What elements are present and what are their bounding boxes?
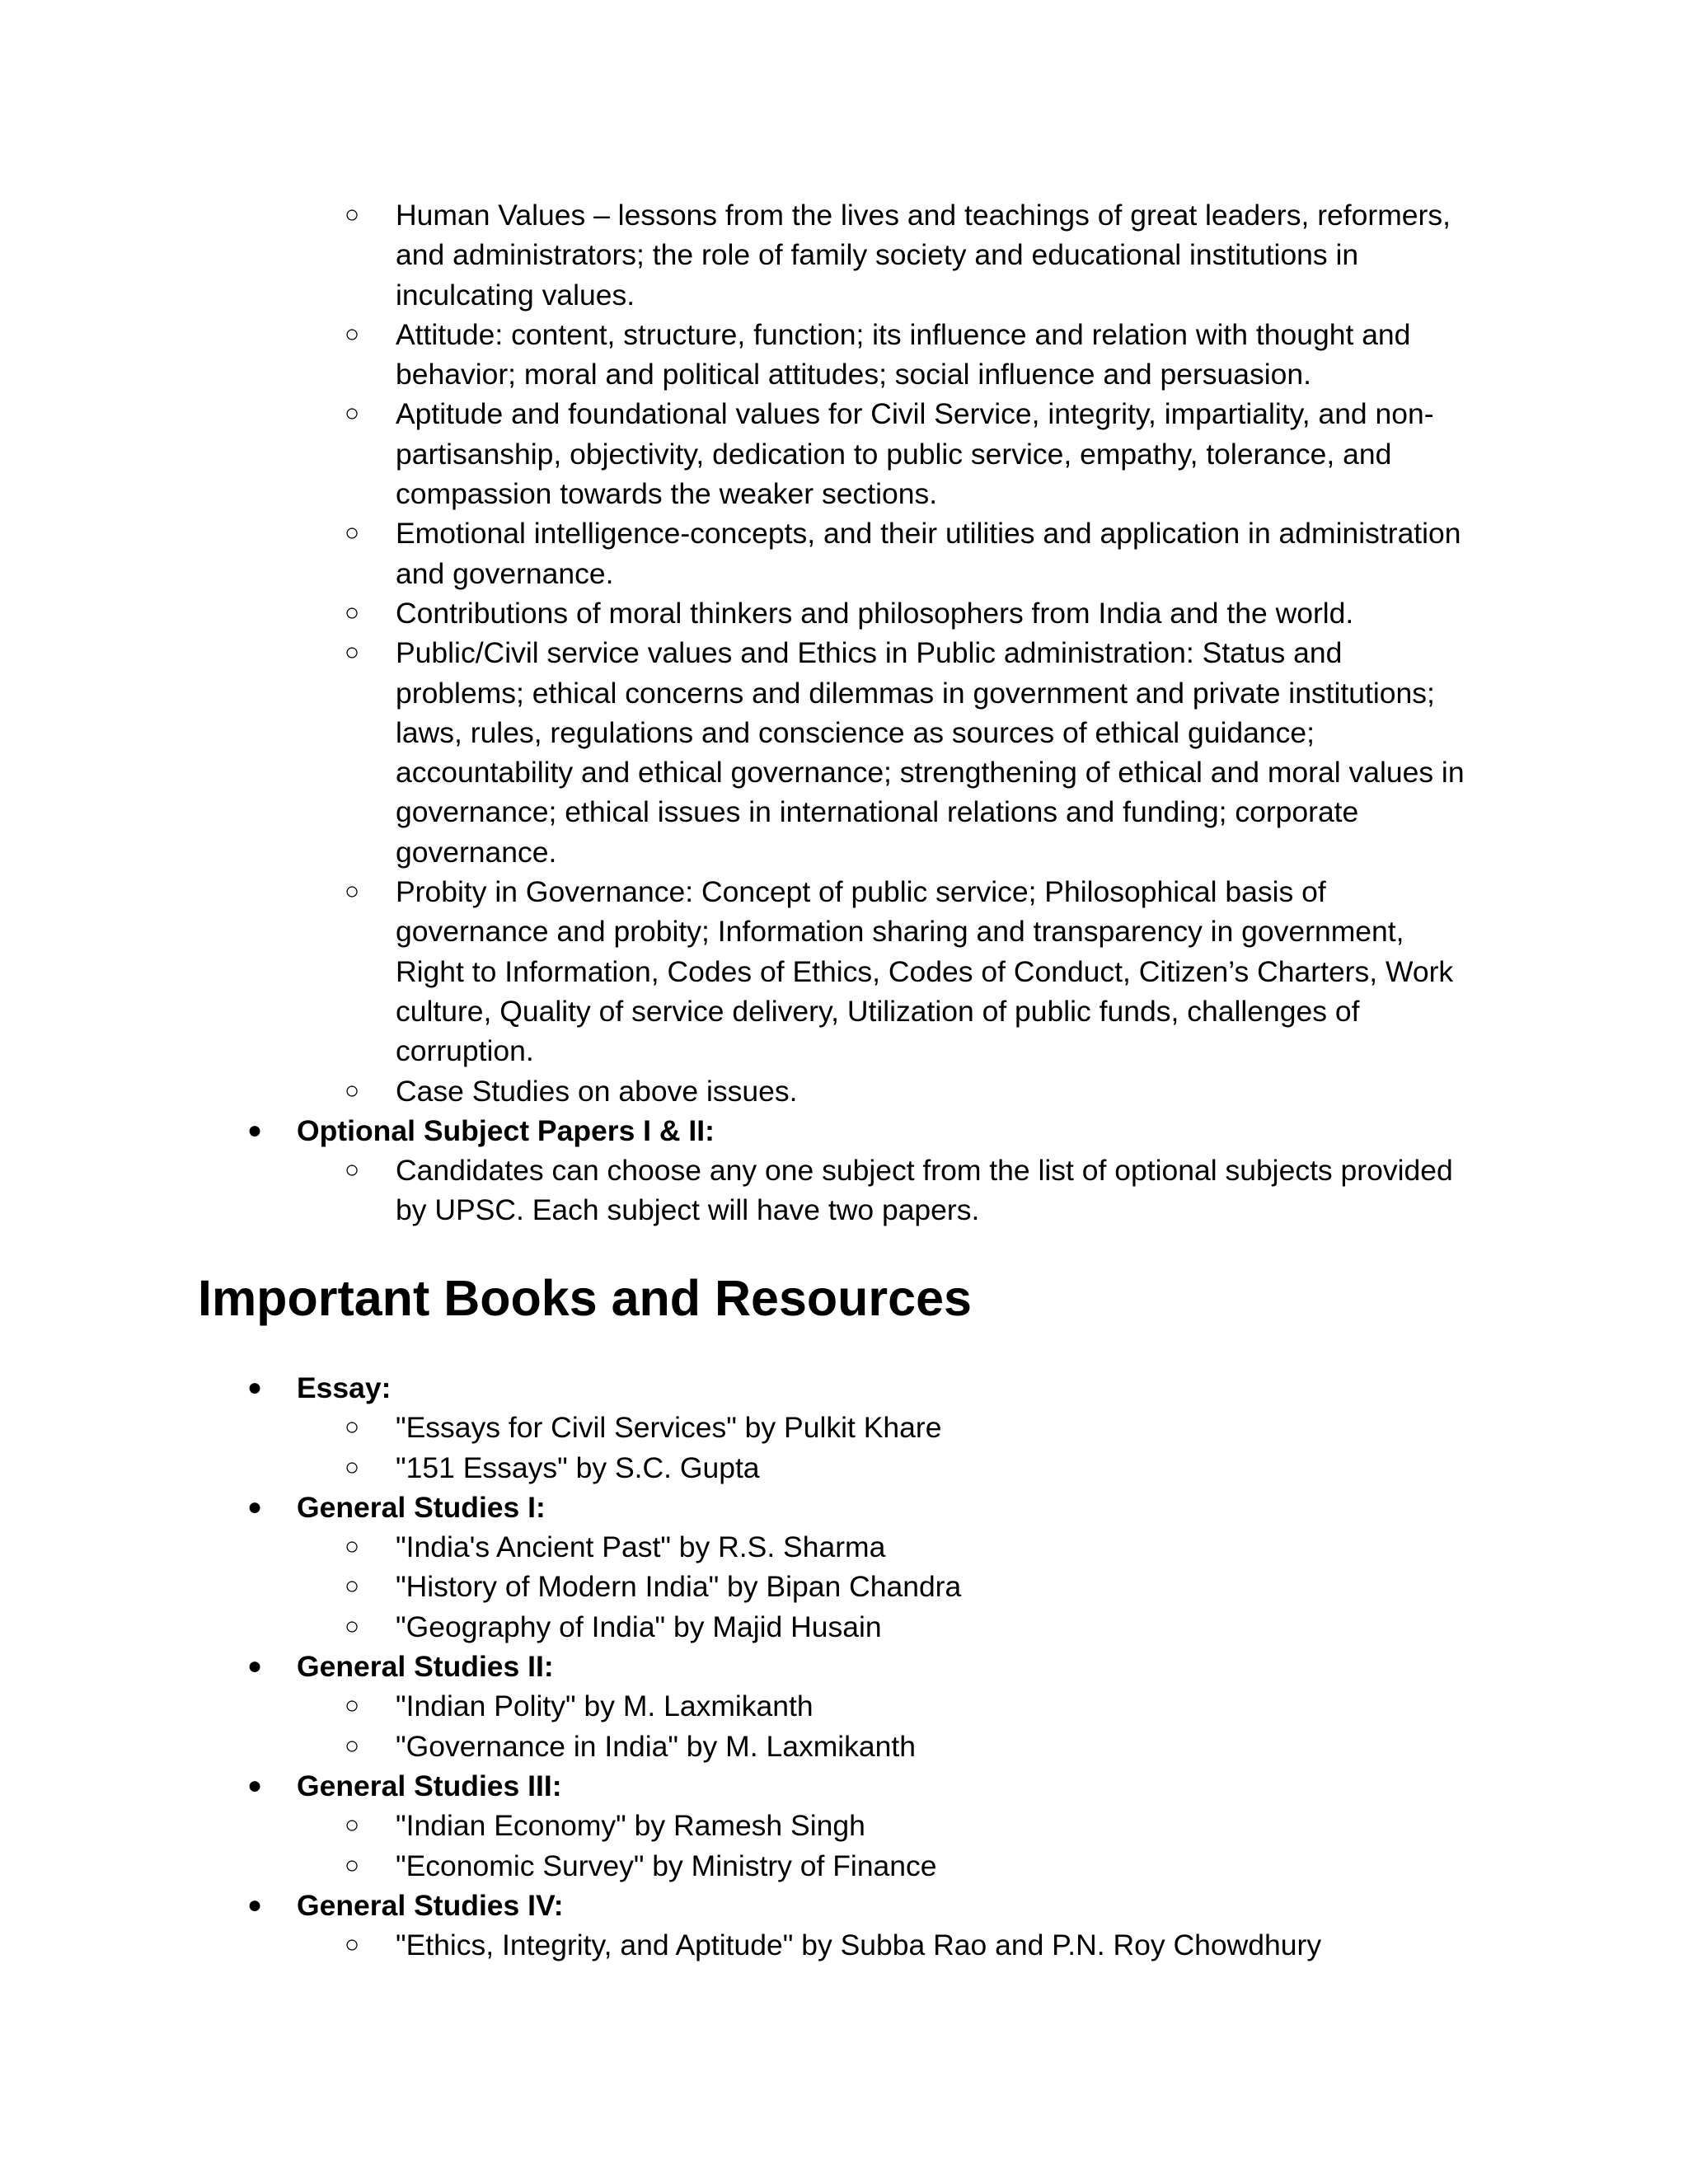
filled-bullet-icon: ●: [247, 1374, 263, 1401]
book-item-text: "History of Modern India" by Bipan Chandra: [396, 1570, 962, 1604]
hollow-bullet-icon: ○: [345, 598, 360, 626]
list-item: [0, 593, 1467, 633]
hollow-bullet-icon: ○: [345, 1851, 360, 1879]
book-category: [0, 1368, 1688, 1408]
hollow-bullet-icon: ○: [345, 1533, 360, 1561]
list-item-title: Optional Subject Papers I & II:: [297, 1113, 715, 1147]
hollow-bullet-icon: ○: [345, 1413, 360, 1441]
book-category-title: Essay:: [297, 1371, 392, 1404]
hollow-bullet-icon: ○: [345, 639, 360, 667]
list-item-text: Probity in Governance: Concept of public service; Philosophical basis of governance and probity; Information sharing and transparency in government, Right to Information, Codes of Ethics, Codes of Conduct, Citizen’s Charters, Work culture, Quality of service delivery, Utilization of public funds, challenges of corruption.: [396, 875, 1454, 1068]
list-item-text: Human Values – lessons from the lives and teachings of great leaders, reformers, and administrators; the role of family society and educational institutions in inculcating values.: [396, 199, 1451, 312]
book-item-text: "Indian Polity" by M. Laxmikanth: [396, 1690, 814, 1723]
book-item: [0, 1925, 1467, 1965]
book-item-text: "Governance in India" by M. Laxmikanth: [396, 1729, 916, 1763]
book-category: [0, 1647, 1688, 1686]
book-category: [0, 1488, 1688, 1527]
book-item-text: "Geography of India" by Majid Husain: [396, 1610, 882, 1643]
list-item-text: Contributions of moral thinkers and philosophers from India and the world.: [396, 596, 1354, 630]
filled-bullet-icon: ●: [247, 1891, 263, 1919]
hollow-bullet-icon: ○: [345, 1811, 360, 1840]
list-item: [0, 633, 1467, 872]
book-category-title: General Studies III:: [297, 1769, 562, 1802]
list-item: [0, 315, 1467, 395]
section-heading: Important Books and Resources: [198, 1270, 972, 1326]
book-category-title: General Studies IV:: [297, 1888, 564, 1922]
book-item-text: "Indian Economy" by Ramesh Singh: [396, 1809, 865, 1843]
hollow-bullet-icon: ○: [345, 201, 360, 228]
filled-bullet-icon: ●: [247, 1493, 263, 1521]
book-item: [0, 1607, 1467, 1647]
book-item-text: "Essays for Civil Services" by Pulkit Khare: [396, 1411, 942, 1445]
list-item-text: Candidates can choose any one subject from the list of optional subjects provided by UPSC. Each subject will have two papers.: [396, 1154, 1453, 1227]
list-item: [0, 513, 1467, 593]
list-item-text: Emotional intelligence-concepts, and their utilities and application in administration and governance.: [396, 517, 1461, 590]
book-item: [0, 1567, 1467, 1606]
hollow-bullet-icon: ○: [345, 878, 360, 906]
hollow-bullet-icon: ○: [345, 1692, 360, 1720]
book-item-text: "151 Essays" by S.C. Gupta: [396, 1451, 760, 1484]
book-category: [0, 1886, 1688, 1925]
optional-subject-heading: [0, 1111, 1688, 1151]
list-item-text: Public/Civil service values and Ethics in Public administration: Status and problems; ethical concerns and dilemmas in government and private institutions; laws, rules, regulations and conscience as sources of ethical guidance; accountability and ethical governance; strengthening of ethical and moral values in governance; ethical issues in international relations and funding; corporate governance.: [396, 636, 1465, 869]
filled-bullet-icon: ●: [247, 1771, 263, 1799]
book-item-text: "Economic Survey" by Ministry of Finance: [396, 1849, 937, 1882]
book-item: [0, 1448, 1467, 1488]
book-item: [0, 1686, 1467, 1726]
hollow-bullet-icon: ○: [345, 1572, 360, 1601]
filled-bullet-icon: ●: [247, 1652, 263, 1680]
list-item: [0, 1071, 1467, 1111]
list-item: [0, 394, 1467, 513]
list-item-text: Case Studies on above issues.: [396, 1074, 798, 1108]
list-item-text: Attitude: content, structure, function; its influence and relation with thought and behavior; moral and political attitudes; social influence and persuasion.: [396, 317, 1411, 391]
hollow-bullet-icon: ○: [345, 320, 360, 348]
hollow-bullet-icon: ○: [345, 519, 360, 547]
books-list: [0, 1368, 1688, 1965]
book-item: [0, 1408, 1467, 1447]
book-item: [0, 1527, 1467, 1567]
list-item: [0, 1151, 1467, 1230]
book-item-text: "India's Ancient Past" by R.S. Sharma: [396, 1530, 886, 1564]
hollow-bullet-icon: ○: [345, 1931, 360, 1959]
list-item-text: Aptitude and foundational values for Civil Service, integrity, impartiality, and non-partisanship, objectivity, dedication to public service, empathy, tolerance, and compassion towards the weaker sections.: [396, 397, 1434, 511]
list-item: [0, 195, 1467, 315]
book-category: [0, 1766, 1688, 1806]
book-item: [0, 1846, 1467, 1886]
book-category-title: General Studies I:: [297, 1490, 546, 1524]
filled-bullet-icon: ●: [247, 1116, 263, 1144]
book-item-text: "Ethics, Integrity, and Aptitude" by Subba Rao and P.N. Roy Chowdhury: [396, 1929, 1322, 1962]
hollow-bullet-icon: ○: [345, 1612, 360, 1640]
ethics-topics-list: [0, 195, 1688, 1230]
book-item: [0, 1727, 1467, 1766]
hollow-bullet-icon: ○: [345, 1156, 360, 1184]
hollow-bullet-icon: ○: [345, 1732, 360, 1760]
list-item: [0, 872, 1467, 1071]
book-category-title: General Studies II:: [297, 1650, 554, 1684]
hollow-bullet-icon: ○: [345, 1076, 360, 1104]
hollow-bullet-icon: ○: [345, 1453, 360, 1481]
hollow-bullet-icon: ○: [345, 400, 360, 428]
book-item: [0, 1806, 1467, 1845]
